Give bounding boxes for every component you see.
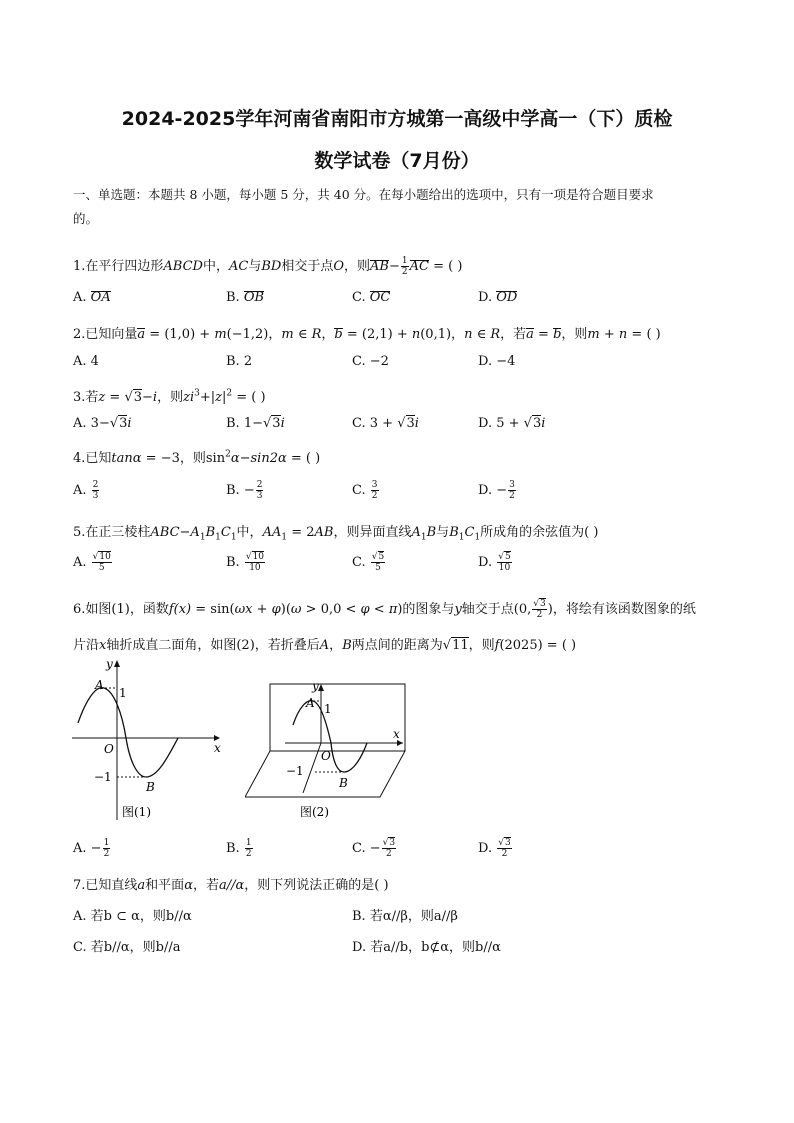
figure-1 <box>66 655 226 825</box>
fig1-y-label: y <box>106 657 113 671</box>
q4-option-d[interactable]: D. − $\frac{3}{2}$ <box>478 480 515 501</box>
q3-option-b[interactable]: B. 1−√3i <box>226 416 285 431</box>
q6-option-b[interactable]: B. $\frac{1}{2}$ <box>226 838 252 859</box>
fig1-point-b: B <box>146 780 155 794</box>
q2-option-b[interactable]: B. 2 <box>226 354 253 369</box>
q4-option-c[interactable]: C. $\frac{3}{2}$ <box>352 480 378 501</box>
section-heading <box>73 186 723 226</box>
question-1: 1.在平行四边形ABCD中，AC与BD相交于点O，则AB− $\frac{1}{2}$ AC = ( ) <box>73 256 463 277</box>
question-2: 2.已知向量a = (1,0) + m(−1,2)，m ∈ R，b = (2,1) + n(0,1)，n ∈ R，若a = b，则m + n = ( ) <box>73 327 661 342</box>
fig2-y-arrow-icon <box>318 684 324 691</box>
fig2-point-b: B <box>339 776 348 790</box>
fig2-origin-label: O <box>321 749 331 763</box>
q1-option-b[interactable]: B. OB <box>226 290 265 305</box>
figure-2 <box>245 675 420 825</box>
fig1-origin-label: O <box>104 742 114 756</box>
title-line-2: 数学试卷（7月份） <box>314 150 480 172</box>
fig1-caption: 图(1) <box>122 805 151 819</box>
q3-option-c[interactable]: C. 3 + √3i <box>352 416 419 431</box>
q7-option-d[interactable]: D. 若a//b，b⊄α，则b//α <box>352 940 501 955</box>
fig2-caption: 图(2) <box>300 805 329 819</box>
fig1-y-arrow-icon <box>114 660 120 667</box>
title-line-1: 2024-2025学年河南省南阳市方城第一高级中学高一（下）质检 <box>121 108 673 130</box>
section-heading-a: 一、单选题：本题共 8 小题，每小题 5 分，共 40 分。在每小题给出的选项中，只有一项是符合题目要求 <box>73 187 654 202</box>
q5-option-a[interactable]: A. $\frac{√10}{5}$ <box>73 552 111 573</box>
fig2-tick-neg-one: −1 <box>286 764 304 778</box>
question-6-line-2: 片沿x轴折成直二面角，如图(2)，若折叠后A，B两点间的距离为√11，则f(2025) = ( ) <box>73 638 577 653</box>
fig2-x-label: x <box>393 727 400 741</box>
q7-option-a[interactable]: A. 若b ⊂ α，则b//α <box>73 909 192 924</box>
q3-option-d[interactable]: D. 5 + √3i <box>478 416 546 431</box>
fig2-tick-one: 1 <box>324 702 332 716</box>
q2-option-a[interactable]: A. 4 <box>73 354 99 369</box>
question-4: 4.已知tanα = −3，则$\sin^2\alpha-\sin 2\alpha$ = ( ) <box>73 449 321 466</box>
fig2-point-a: A <box>306 696 315 710</box>
q1-option-d[interactable]: D. OD <box>478 290 518 305</box>
q6-option-c[interactable]: C. − $\frac{√3}{2}$ <box>352 838 396 859</box>
fig1-x-label: x <box>214 741 221 755</box>
fig1-tick-neg-one: −1 <box>94 770 112 784</box>
q7-option-b[interactable]: B. 若α//β，则a//β <box>352 909 458 924</box>
fig2-lower-curve <box>331 743 367 772</box>
fig1-point-a: A <box>95 678 104 692</box>
q4-option-a[interactable]: A. $\frac{2}{3}$ <box>73 480 99 501</box>
fig1-sine-curve <box>78 688 178 777</box>
fig2-y-label: y <box>312 679 319 693</box>
q6-option-d[interactable]: D. $\frac{√3}{2}$ <box>478 838 511 859</box>
q1-option-a[interactable]: A. OA <box>73 290 111 305</box>
question-6-line-1: 6.如图(1)，函数f(x) = sin(ωx + φ)(ω > 0,0 < φ < π)的图象与y轴交于点(0, $\frac{√3}{2}$ )，将绘有该函数图象的纸 <box>73 599 696 620</box>
q7-option-c[interactable]: C. 若b//α，则b//a <box>73 940 181 955</box>
question-3: 3.若z = √3−i，则$zi^3+|z|^2$ = ( ) <box>73 388 266 405</box>
q5-option-d[interactable]: D. $\frac{√5}{10}$ <box>478 552 511 573</box>
q5-option-c[interactable]: C. $\frac{√5}{5}$ <box>352 552 385 573</box>
q4-option-b[interactable]: B. − $\frac{2}{3}$ <box>226 480 263 501</box>
section-heading-b: 的。 <box>73 211 99 226</box>
q6-option-a[interactable]: A. − $\frac{1}{2}$ <box>73 838 110 859</box>
q5-option-b[interactable]: B. $\frac{√10}{10}$ <box>226 552 265 573</box>
fig2-vertical-plane <box>270 684 405 751</box>
question-5: 5.在正三棱柱$ABC-A_1B_1C_1$中，$AA_1 = 2AB$，则异面直线$A_1B$与$B_1C_1$所成角的余弦值为( ) <box>73 525 599 543</box>
question-7: 7.已知直线a和平面α，若a//α，则下列说法正确的是( ) <box>73 878 389 893</box>
q2-option-c[interactable]: C. −2 <box>352 354 389 369</box>
q1-option-c[interactable]: C. OC <box>352 290 391 305</box>
q3-option-a[interactable]: A. 3−√3i <box>73 416 132 431</box>
q2-option-d[interactable]: D. −4 <box>478 354 516 369</box>
fig1-tick-one: 1 <box>119 686 127 700</box>
